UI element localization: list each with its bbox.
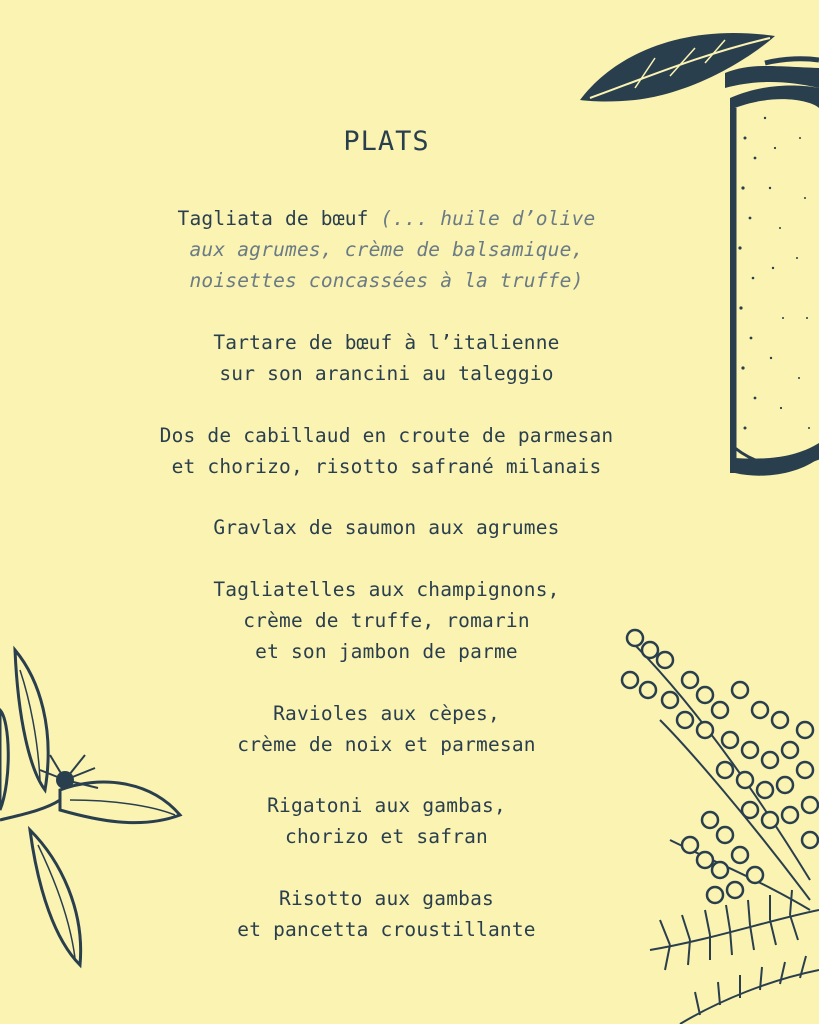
dish-line: Ravioles aux cèpes,: [273, 702, 500, 725]
dish-line: Dos de cabillaud en croute de parmesan: [159, 424, 614, 447]
dish-description: aux agrumes, crème de balsamique,: [189, 238, 584, 261]
dish-description: (... huile d’olive: [380, 207, 596, 230]
dish-item: [0, 790, 773, 852]
dish-item: [0, 327, 773, 389]
dish-line: et son jambon de parme: [255, 640, 518, 663]
dish-item: [0, 698, 773, 760]
dish-line: Tagliatelles aux champignons,: [213, 578, 560, 601]
dish-line: sur son arancini au taleggio: [219, 362, 554, 385]
dish-item: [0, 512, 773, 543]
dish-description: noisettes concassées à la truffe): [189, 269, 584, 292]
dish-line: Rigatoni aux gambas,: [267, 794, 506, 817]
page-title: PLATS: [343, 126, 430, 157]
dish-line: et chorizo, risotto safrané milanais: [171, 455, 602, 478]
dish-item: [0, 883, 773, 945]
dish-line: et pancetta croustillante: [237, 918, 536, 941]
dish-item: [0, 203, 773, 296]
dish-line: Gravlax de saumon aux agrumes: [213, 516, 560, 539]
dish-line: Risotto aux gambas: [279, 887, 494, 910]
dish-name: Tagliata de bœuf: [177, 207, 369, 230]
dish-item: [0, 574, 773, 667]
dish-line: chorizo et safran: [285, 825, 488, 848]
dish-line: crème de noix et parmesan: [237, 733, 536, 756]
dish-line: Tartare de bœuf à l’italienne: [213, 331, 560, 354]
dish-line: crème de truffe, romarin: [243, 609, 530, 632]
dish-item: [0, 420, 773, 482]
